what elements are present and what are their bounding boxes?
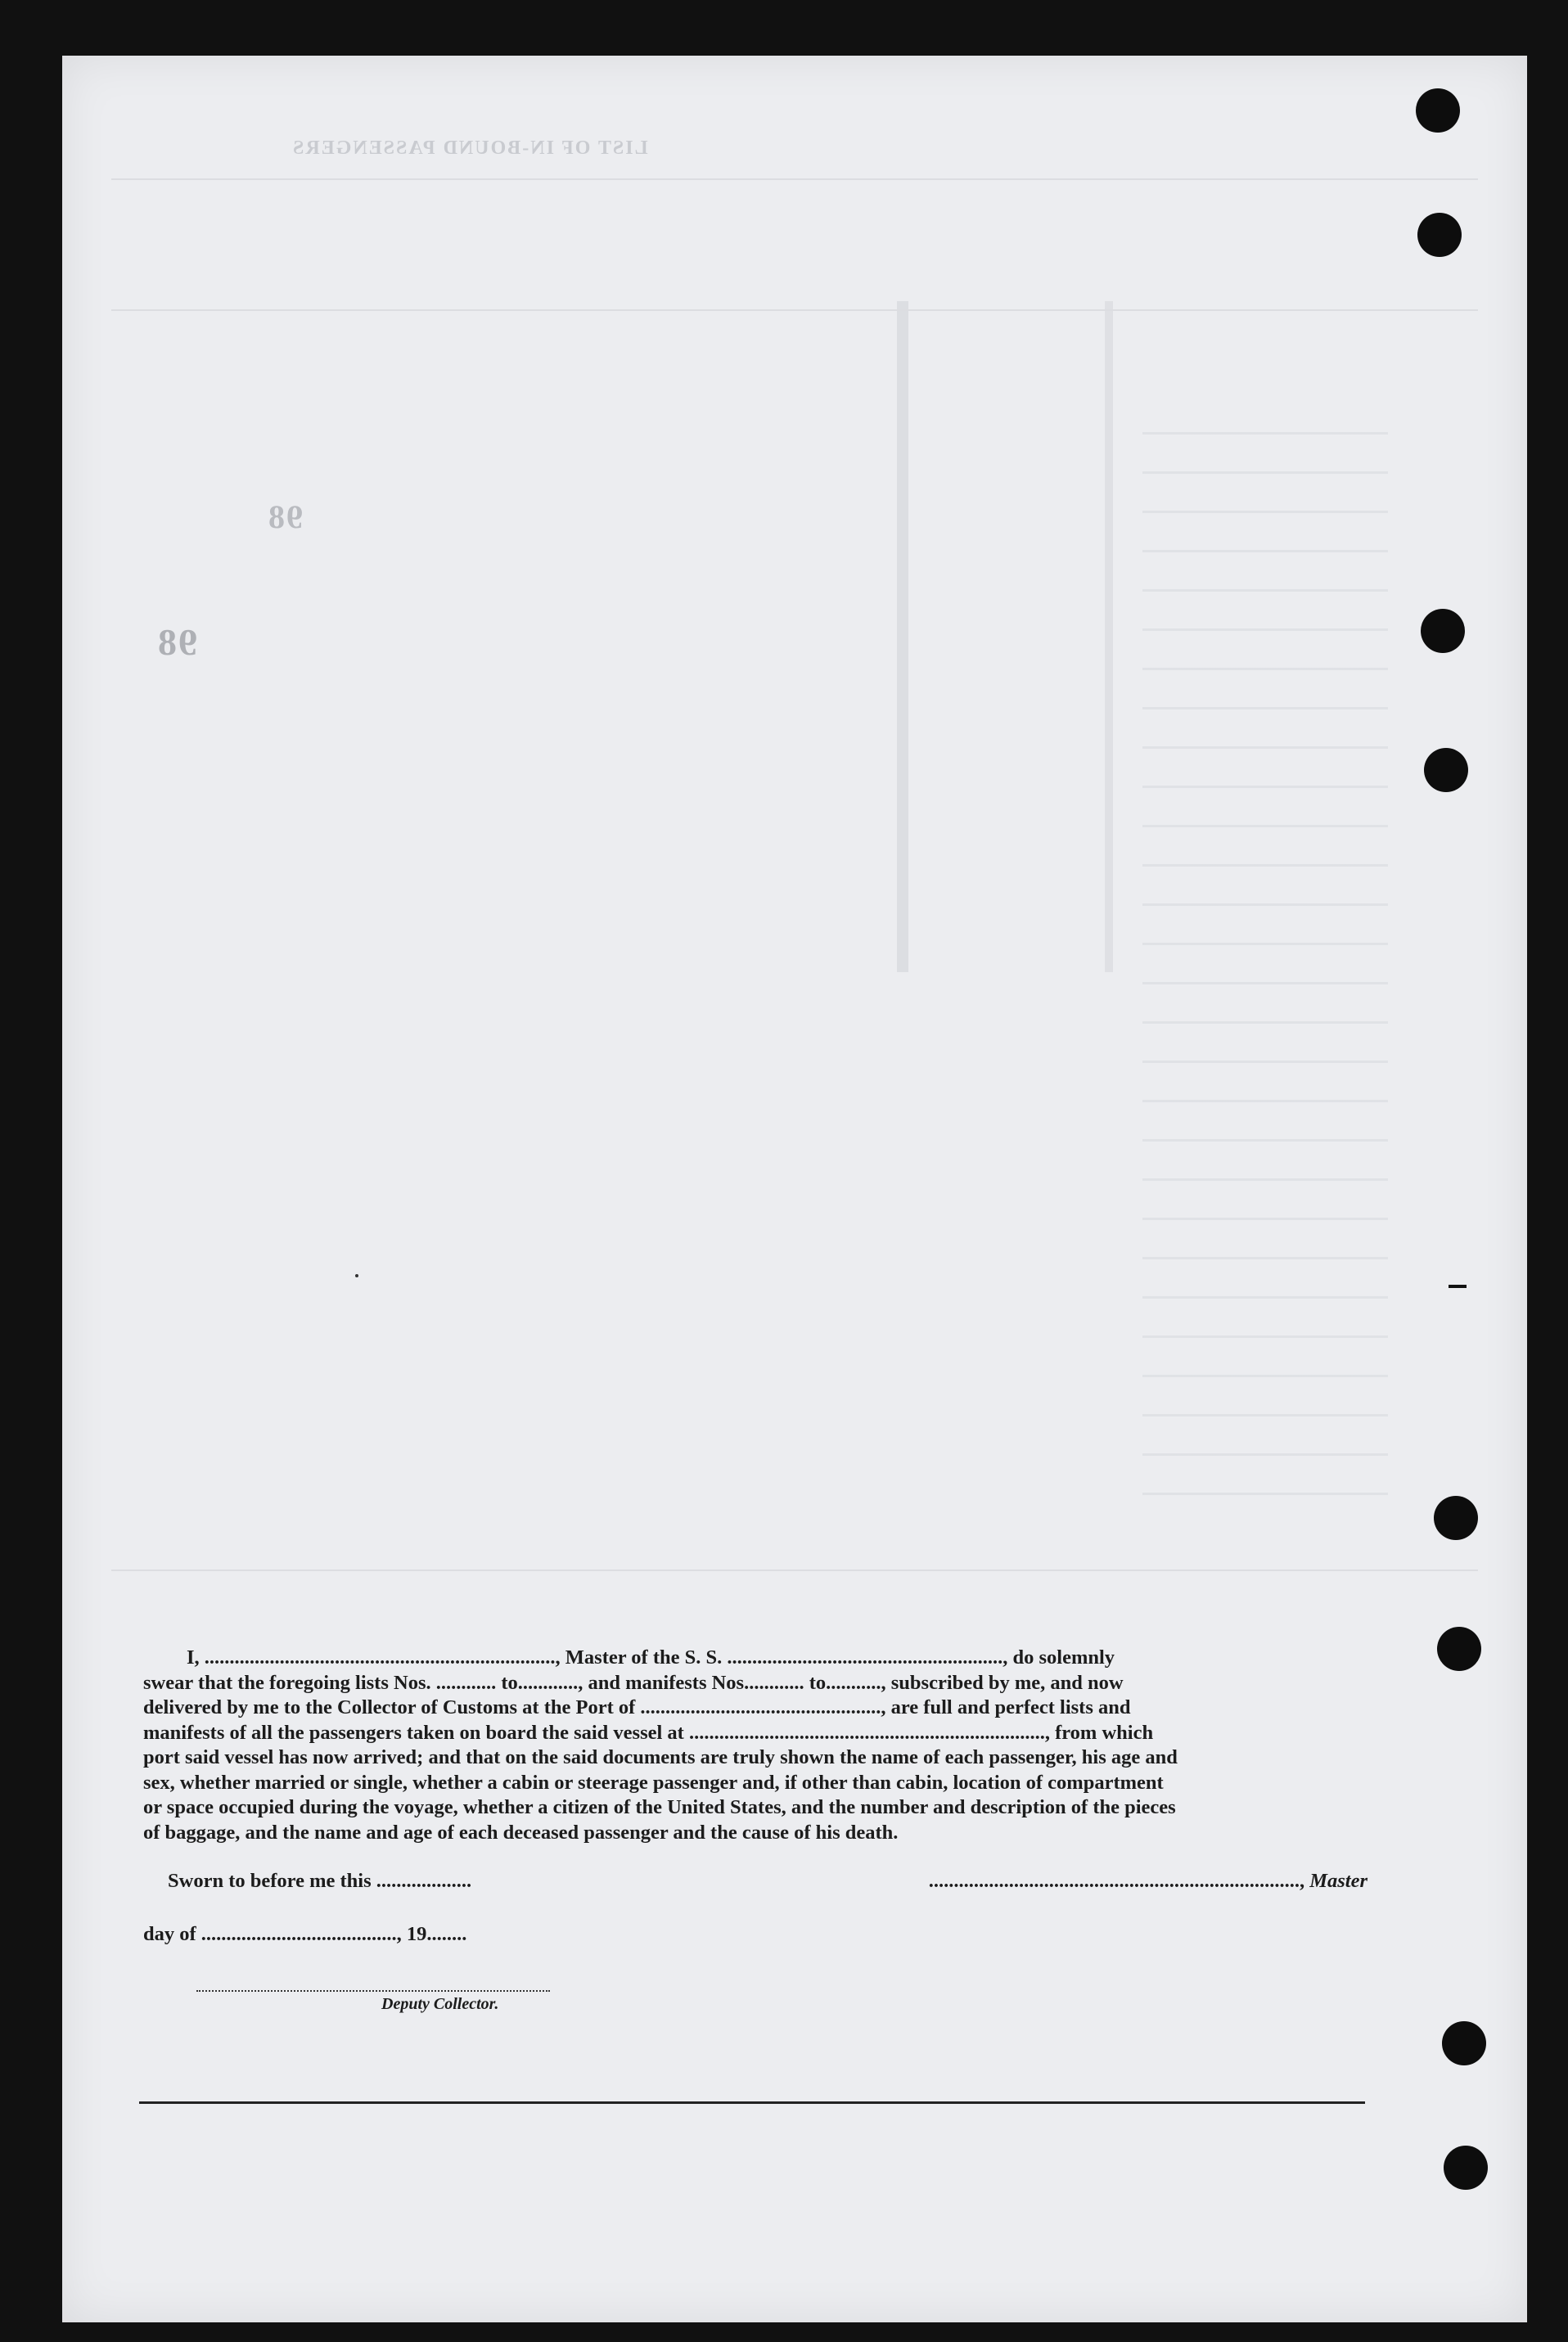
oath-line: sex, whether married or single, whether a cabin or steerage passenger and, if other than cabin, location of compartment [143, 1771, 1164, 1794]
faint-rule [111, 309, 1478, 311]
punch-hole [1416, 88, 1460, 133]
oath-line: swear that the foregoing lists Nos. ............ to............, and manifests Nos............ to..........., subscribed by me, and now [143, 1671, 1124, 1694]
oath-line: manifests of all the passengers taken on board the said vessel at ......................................................................., from which [143, 1721, 1154, 1744]
sworn-row [143, 1870, 1367, 1898]
masters-oath-paragraph [143, 1646, 1367, 1845]
master-signature-line [929, 1870, 1367, 1893]
punch-hole [1421, 609, 1465, 653]
margin-mark [1449, 1285, 1467, 1288]
punch-hole [1434, 1496, 1478, 1540]
faint-number-mark: 98 [267, 498, 303, 535]
punch-hole [1417, 213, 1462, 257]
bottom-divider [139, 2101, 1365, 2104]
punch-hole [1442, 2021, 1486, 2065]
faint-column-bleedthrough [1142, 432, 1388, 1496]
punch-hole [1444, 2146, 1488, 2190]
punch-hole [1437, 1627, 1481, 1671]
faint-rule [111, 1570, 1478, 1571]
oath-line: port said vessel has now arrived; and that on the said documents are truly shown the name of each passenger, his age and [143, 1746, 1178, 1768]
oath-line: or space occupied during the voyage, whether a citizen of the United States, and the number and description of the pieces [143, 1796, 1176, 1818]
document-page [62, 56, 1527, 2322]
oath-line: of baggage, and the name and age of each deceased passenger and the cause of his death. [143, 1821, 899, 1844]
deputy-collector-label: Deputy Collector. [381, 1995, 499, 2013]
faint-header-bleedthrough: LIST OF IN-BOUND PASSENGERS [291, 137, 648, 159]
faint-stamp-bleedthrough [897, 301, 1113, 972]
oath-line-text: I, ......................................................................, Master of the S. S. ......................................................., do solemnly [187, 1646, 1115, 1669]
sworn-before-text: Sworn to before me this ................... [168, 1870, 472, 1892]
day-of-line: day of ......................................., 19........ [143, 1923, 467, 1945]
ink-speck [355, 1274, 358, 1277]
faint-rule [111, 178, 1478, 180]
master-title: Master [1309, 1870, 1367, 1892]
master-signature-dots: .........................................................................., [928, 1870, 1310, 1892]
deputy-signature-line [196, 1990, 550, 1992]
oath-line [143, 1646, 1367, 1671]
oath-line: delivered by me to the Collector of Customs at the Port of ................................................, are full and perfect lists and [143, 1696, 1131, 1718]
faint-number-mark: 98 [156, 621, 197, 663]
punch-hole [1424, 748, 1468, 792]
